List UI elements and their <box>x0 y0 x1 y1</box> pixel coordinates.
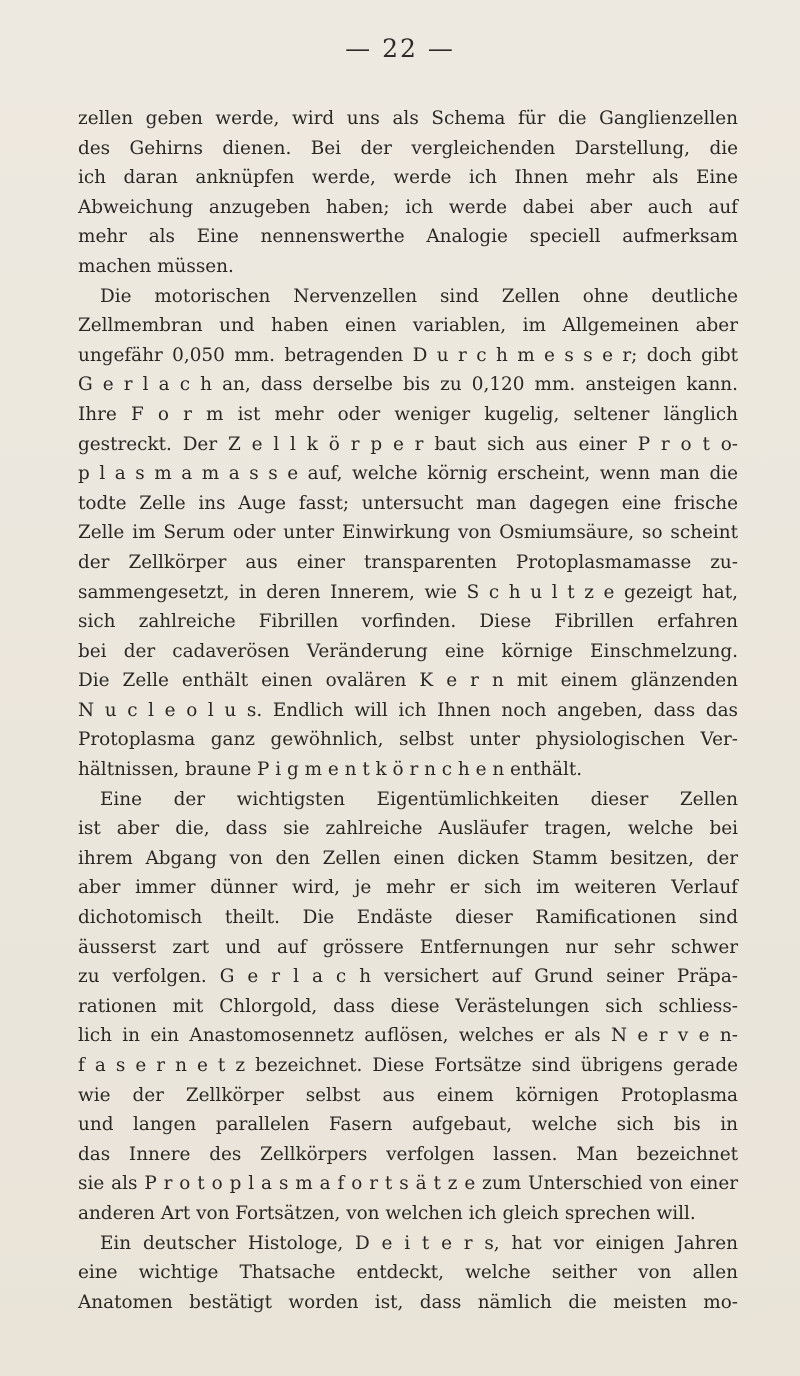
text-line: zellen geben werde, wird uns als Schema für die Ganglienzellen <box>78 108 738 129</box>
text-line: Ein deutscher Histologe, D e i t e r s, hat vor einigen Jahren <box>100 1232 738 1254</box>
text-line: ich daran anknüpfen werde, werde ich Ihnen mehr als Eine <box>78 167 738 189</box>
text-line: lich in ein Anastomosennetz auflösen, welches er als N e r v e n- <box>78 1025 738 1047</box>
text-line: Ihre F o r m ist mehr oder weniger kugelig, seltener länglich <box>78 403 738 425</box>
text-line: zu verfolgen. G e r l a c h versichert auf Grund seiner Präpa- <box>78 966 738 988</box>
text-line: Protoplasma ganz gewöhnlich, selbst unter physiologischen Ver- <box>78 729 738 751</box>
page-number: — 22 — <box>345 34 455 63</box>
text-line: aber immer dünner wird, je mehr er sich im weiteren Verlauf <box>78 877 738 899</box>
text-line: f a s e r n e t z bezeichnet. Diese Fortsätze sind übrigens gerade <box>78 1055 738 1076</box>
text-line: dichotomisch theilt. Die Endäste dieser Ramificationen sind <box>78 907 738 929</box>
text-line: Die Zelle enthält einen ovalären K e r n mit einem glänzenden <box>78 670 738 692</box>
text-line: N u c l e o l u s. Endlich will ich Ihnen noch angeben, dass das <box>78 699 738 721</box>
text-line: G e r l a c h an, dass derselbe bis zu 0,120 mm. ansteigen kann. <box>78 374 738 396</box>
text-line: Anatomen bestätigt worden ist, dass nämlich die meisten mo- <box>78 1291 738 1313</box>
text-line: mehr als Eine nennenswerthe Analogie speciell aufmerksam <box>78 226 738 248</box>
text-line: anderen Art von Fortsätzen, von welchen ich gleich sprechen will. <box>78 1202 696 1224</box>
body-text <box>78 104 738 1317</box>
text-line: bei der cadaverösen Veränderung eine körnige Einschmelzung. <box>78 640 738 662</box>
text-line: hältnissen, braune P i g m e n t k ö r n c h e n enthält. <box>78 759 583 781</box>
text-line: Zellmembran und haben einen variablen, im Allgemeinen aber <box>78 315 738 337</box>
text-line: des Gehirns dienen. Bei der vergleichenden Darstellung, die <box>78 137 738 159</box>
text-line: gestreckt. Der Z e l l k ö r p e r baut sich aus einer P r o t o- <box>78 433 738 455</box>
text-line: eine wichtige Thatsache entdeckt, welche seither von allen <box>78 1262 738 1284</box>
text-line: sich zahlreiche Fibrillen vorfinden. Diese Fibrillen erfahren <box>78 611 738 633</box>
text-line: todte Zelle ins Auge fasst; untersucht man dagegen eine frische <box>78 492 738 514</box>
text-line: Zelle im Serum oder unter Einwirkung von Osmiumsäure, so scheint <box>78 522 738 544</box>
text-line: äusserst zart und auf grössere Entfernungen nur sehr schwer <box>78 936 738 958</box>
text-line: sie als P r o t o p l a s m a f o r t s ä t z e zum Unterschied von einer <box>78 1173 738 1195</box>
text-line: Eine der wichtigsten Eigentümlichkeiten dieser Zellen <box>100 788 738 810</box>
text-line: das Innere des Zellkörpers verfolgen lassen. Man bezeichnet <box>78 1143 738 1165</box>
text-line: p l a s m a m a s s e auf, welche körnig erscheint, wenn man die <box>78 463 738 485</box>
text-line: machen müssen. <box>78 255 234 277</box>
text-line: wie der Zellkörper selbst aus einem körnigen Protoplasma <box>78 1084 738 1106</box>
text-line: ist aber die, dass sie zahlreiche Ausläufer tragen, welche bei <box>78 818 738 840</box>
text-line: Abweichung anzugeben haben; ich werde dabei aber auch auf <box>78 196 738 218</box>
text-line: Die motorischen Nervenzellen sind Zellen ohne deutliche <box>100 285 738 307</box>
text-line: ihrem Abgang von den Zellen einen dicken Stamm besitzen, der <box>78 847 738 869</box>
text-line: ungefähr 0,050 mm. betragenden D u r c h m e s s e r; doch gibt <box>78 344 738 366</box>
text-line: der Zellkörper aus einer transparenten Protoplasmamasse zu- <box>78 551 738 573</box>
text-line: sammengesetzt, in deren Innerem, wie S c h u l t z e gezeigt hat, <box>78 581 738 603</box>
text-line: und langen parallelen Fasern aufgebaut, welche sich bis in <box>78 1114 738 1136</box>
text-line: rationen mit Chlorgold, dass diese Verästelungen sich schliess- <box>78 995 738 1017</box>
